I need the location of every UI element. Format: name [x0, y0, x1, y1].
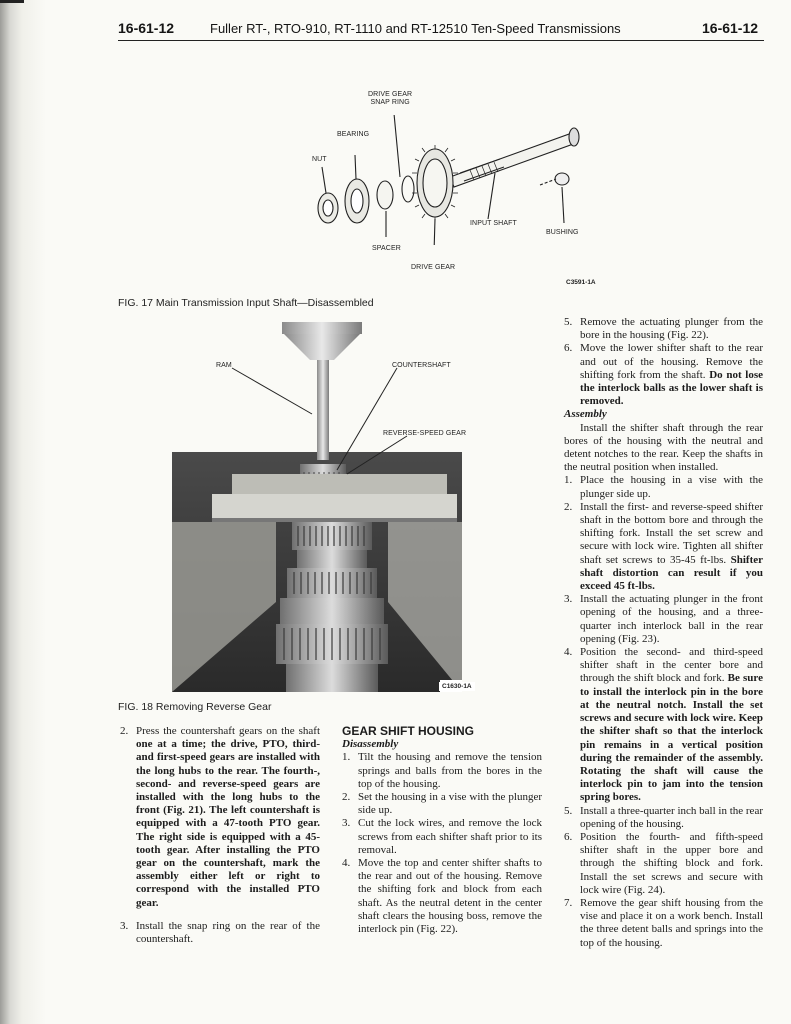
- fig18-caption: FIG. 18 Removing Reverse Gear: [118, 701, 272, 713]
- label-drive-gear-snap-ring: DRIVE GEAR SNAP RING: [368, 91, 413, 106]
- fig18-photo: [172, 322, 462, 692]
- book-binding-shadow: [0, 0, 46, 1024]
- list-item: 5. Install a three-quarter inch ball in the rear opening of the housing.: [564, 804, 763, 830]
- list-item: 3. Install the snap ring on the rear of the countershaft.: [120, 919, 320, 946]
- left-column: [120, 725, 320, 946]
- paragraph: Install the shifter shaft through the rear bores of the housing with the neutral and detent notches to the rear. Keep the shafts in the neutral position when installed.: [564, 421, 763, 474]
- fig17-caption: FIG. 17 Main Transmission Input Shaft—Disassembled: [118, 297, 374, 309]
- list-item: 2. Set the housing in a vise with the plunger side up.: [342, 791, 542, 817]
- section-heading: GEAR SHIFT HOUSING: [342, 724, 475, 738]
- label-drive-gear: DRIVE GEAR: [411, 264, 456, 271]
- list-item: 1. Tilt the housing and remove the tension springs and balls from the bores in the top of the housing.: [342, 751, 542, 790]
- label-bearing: BEARING: [337, 131, 370, 138]
- list-item: 3. Install the actuating plunger in the front opening of the housing, and a three-quarter inch interlock ball in the rear opening (Fig. 23).: [564, 593, 763, 645]
- page-number-right: 16-61-12: [702, 20, 759, 36]
- list-item: 2. Install the first- and reverse-speed shifter shaft in the bottom bore and through the shifting fork. Install the set screw and secure with lock wire. Tighten all shifter shaft set screws to 35-45 ft-lbs. Shifter shaft distortion can result if you exceed 45 ft-lbs.: [564, 500, 763, 593]
- list-item: 2. Press the countershaft gears on the shaft one at a time; the drive, PTO, third- and first-speed gears are installed with the long hubs to the rear. The fourth-, second- and reverse-speed gears are installed with the long hubs to the front (Fig. 21). The left countershaft is equipped with a 47-tooth PTO gear. The right side is equipped with a 45-tooth gear. After installing the PTO gear on the countershaft, mark the assembly either left or right to correspond with the installed PTO gear.: [120, 725, 320, 909]
- list-item: 6. Move the lower shifter shaft to the rear and out of the housing. Remove the shifting fork from the shaft. Do not lose the interlock balls as the lower shaft is removed.: [564, 342, 763, 408]
- label-reverse-speed-gear: REVERSE-SPEED GEAR: [383, 430, 467, 437]
- label-spacer: SPACER: [372, 245, 401, 252]
- page-number-left: 16-61-12: [118, 20, 175, 36]
- list-item: 5. Remove the actuating plunger from the bore in the housing (Fig. 22).: [564, 316, 763, 342]
- right-column: [564, 316, 763, 950]
- header-rule: [118, 40, 764, 41]
- binding-mark: [0, 0, 24, 3]
- list-item: 1. Place the housing in a vise with the plunger side up.: [564, 474, 763, 500]
- middle-column: [342, 725, 542, 936]
- page-title: Fuller RT-, RTO-910, RT-1110 and RT-12510 Ten-Speed Transmissions: [210, 21, 621, 36]
- label-input-shaft: INPUT SHAFT: [470, 220, 517, 227]
- fig18-code: C1630-1A: [439, 682, 475, 691]
- list-item: 3. Cut the lock wires, and remove the lock screws from each shifter shaft prior to its removal.: [342, 817, 542, 856]
- list-item: 7. Remove the gear shift housing from the vise and place it on a work bench. Install the three detent balls and springs into the top of the housing.: [564, 896, 763, 949]
- label-nut: NUT: [312, 156, 327, 163]
- subsection-heading: Assembly: [564, 408, 607, 421]
- label-ram: RAM: [216, 362, 232, 369]
- list-item: 4. Position the second- and third-speed shifter shaft in the center bore and through the shift block and fork. Be sure to install the interlock pin in the bore at the neutral notch. Install the set screws and secure with lock wire. Keep the shifter shaft so that the interlock pin remains in a vertical position during the remainder of the assembly. Rotating the shaft will cause the interlock pin to jam into the tension spring bores.: [564, 646, 764, 804]
- fig17-code: C3591-1A: [566, 279, 596, 286]
- label-bushing: BUSHING: [546, 229, 579, 236]
- list-item: 4. Move the top and center shifter shafts to the rear and out of the housing. Remove the shifting fork and block from each shaft. As the neutral detent in the center shaft clears the housing boss, remove the interlock pin (Fig. 22).: [342, 857, 542, 936]
- label-countershaft: COUNTERSHAFT: [392, 362, 451, 369]
- subsection-heading: Disassembly: [342, 738, 399, 751]
- list-item: 6. Position the fourth- and fifth-speed shifter shaft in the upper bore and through the shifting block and fork. Install the set screws and secure with lock wire (Fig. 24).: [564, 830, 763, 896]
